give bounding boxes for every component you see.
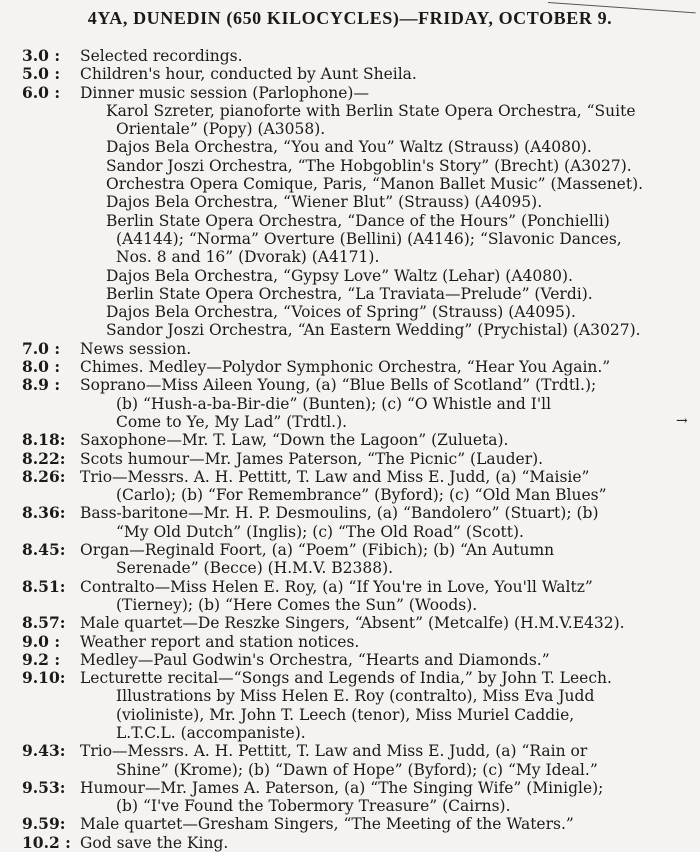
program-line: Bass-baritone—Mr. H. P. Desmoulins, (a) “Bandolero” (Stuart); (b) xyxy=(80,504,599,523)
program-schedule xyxy=(0,47,700,852)
program-time: 8.0 : xyxy=(22,357,61,377)
program-line: Berlin State Opera Orchestra, “Dance of the Hours” (Ponchielli) xyxy=(106,211,610,230)
program-line: Humour—Mr. James A. Paterson, (a) “The Singing Wife” (Minigle); xyxy=(80,778,604,797)
program-time: 8.26: xyxy=(22,466,66,486)
program-time: 9.59: xyxy=(22,814,66,834)
program-line: Dinner music session (Parlophone)— xyxy=(80,83,369,102)
program-entry xyxy=(0,815,700,833)
program-entry xyxy=(0,340,700,358)
program-time: 9.43: xyxy=(22,741,66,761)
program-line: Organ—Reginald Foort, (a) “Poem” (Fibich); (b) “An Autumn xyxy=(80,541,555,560)
program-time: 8.57: xyxy=(22,613,66,633)
program-line: (Carlo); (b) “For Remembrance” (Byford); (c) “Old Man Blues” xyxy=(116,486,607,505)
program-line: Selected recordings. xyxy=(80,47,243,65)
program-time: 8.9 : xyxy=(22,375,61,395)
program-line: Shine” (Krome); (b) “Dawn of Hope” (Byford); (c) “My Ideal.” xyxy=(116,760,598,779)
program-entry xyxy=(0,504,700,541)
program-time: 9.0 : xyxy=(22,631,61,651)
program-line: Lecturette recital—“Songs and Legends of India,” by John T. Leech. xyxy=(80,669,612,688)
program-line: Sandor Joszi Orchestra, “An Eastern Wedding” (Prychistal) (A3027). xyxy=(106,321,641,340)
program-line: Serenade” (Becce) (H.M.V. B2388). xyxy=(116,559,394,578)
program-line: Karol Szreter, pianoforte with Berlin State Opera Orchestra, “Suite xyxy=(106,101,636,120)
program-line: Dajos Bela Orchestra, “Wiener Blut” (Strauss) (A4095). xyxy=(106,193,543,212)
program-line: Dajos Bela Orchestra, “Gypsy Love” Waltz (Lehar) (A4080). xyxy=(106,266,573,285)
program-entry xyxy=(0,65,700,83)
program-time: 8.45: xyxy=(22,540,66,560)
program-line: Orchestra Opera Comique, Paris, “Manon Ballet Music” (Massenet). xyxy=(106,175,644,194)
program-line: (violiniste), Mr. John T. Leech (tenor), Miss Muriel Caddie, xyxy=(116,705,575,724)
program-time: 8.51: xyxy=(22,576,66,596)
program-line: Nos. 8 and 16” (Dvorak) (A4171). xyxy=(116,248,380,267)
program-entry xyxy=(0,358,700,376)
program-entry xyxy=(0,779,700,816)
program-line: Dajos Bela Orchestra, “You and You” Waltz (Strauss) (A4080). xyxy=(106,138,592,157)
program-line: Dajos Bela Orchestra, “Voices of Spring” (Strauss) (A4095). xyxy=(106,303,576,322)
program-line: (Tierney); (b) “Here Comes the Sun” (Woods). xyxy=(116,595,478,614)
program-line: Chimes. Medley—Polydor Symphonic Orchestra, “Hear You Again.” xyxy=(80,358,611,377)
program-entry xyxy=(0,47,700,65)
program-entry xyxy=(0,614,700,632)
program-line: Illustrations by Miss Helen E. Roy (contralto), Miss Eva Judd xyxy=(116,687,595,706)
program-line: Children's hour, conducted by Aunt Sheila. xyxy=(80,65,417,84)
program-time: 3.0 : xyxy=(22,46,61,65)
program-line: (b) “Hush-a-ba-Bir-die” (Bunten); (c) “O Whistle and I'll xyxy=(116,394,552,413)
program-time: 9.10: xyxy=(22,668,66,688)
program-time: 7.0 : xyxy=(22,338,61,358)
program-line: Berlin State Opera Orchestra, “La Traviata—Prelude” (Verdi). xyxy=(106,284,593,303)
program-entry xyxy=(0,541,700,578)
program-line: Saxophone—Mr. T. Law, “Down the Lagoon” (Zulueta). xyxy=(80,431,509,450)
program-line: (b) “I've Found the Tobermory Treasure” (Cairns). xyxy=(116,797,511,816)
program-entry xyxy=(0,431,700,449)
program-line: Contralto—Miss Helen E. Roy, (a) “If You're in Love, You'll Waltz” xyxy=(80,577,593,596)
program-time: 8.18: xyxy=(22,430,66,450)
program-time: 8.22: xyxy=(22,448,66,468)
program-line: Soprano—Miss Aileen Young, (a) “Blue Bells of Scotland” (Trdtl.); xyxy=(80,376,597,395)
program-entry xyxy=(0,742,700,779)
program-line: Weather report and station notices. xyxy=(80,632,360,651)
program-entry xyxy=(0,376,700,431)
program-entry xyxy=(0,651,700,669)
program-entry xyxy=(0,84,700,340)
program-time: 5.0 : xyxy=(22,64,61,84)
program-line: Male quartet—Gresham Singers, “The Meeting of the Waters.” xyxy=(80,815,574,834)
program-line: Medley—Paul Godwin's Orchestra, “Hearts and Diamonds.” xyxy=(80,650,550,669)
program-time: 9.53: xyxy=(22,777,66,797)
program-line: “My Old Dutch” (Inglis); (c) “The Old Road” (Scott). xyxy=(116,522,524,541)
program-time: 10.2 : xyxy=(22,832,71,852)
program-time: 9.2 : xyxy=(22,649,61,669)
program-line: Orientale” (Popy) (A3058). xyxy=(116,120,326,139)
program-entry xyxy=(0,834,700,852)
program-line: Male quartet—De Reszke Singers, “Absent” (Metcalfe) (H.M.V.E432). xyxy=(80,614,625,633)
program-line: L.T.C.L. (accompaniste). xyxy=(116,723,306,742)
program-line: Trio—Messrs. A. H. Pettitt, T. Law and Miss E. Judd, (a) “Maisie” xyxy=(80,467,590,486)
program-time: 8.36: xyxy=(22,503,66,523)
page-title: 4YA, DUNEDIN (650 KILOCYCLES)—FRIDAY, OCTOBER 9. xyxy=(87,8,613,28)
program-line: God save the King. xyxy=(80,833,229,852)
program-entry xyxy=(0,468,700,505)
program-line: News session. xyxy=(80,339,192,358)
program-entry xyxy=(0,633,700,651)
program-entry xyxy=(0,669,700,742)
program-line: (A4144); “Norma” Overture (Bellini) (A4146); “Slavonic Dances, xyxy=(116,229,622,248)
program-line: Sandor Joszi Orchestra, “The Hobgoblin's Story” (Brecht) (A3027). xyxy=(106,156,632,175)
program-time: 6.0 : xyxy=(22,82,61,102)
program-entry xyxy=(0,578,700,615)
program-line: Scots humour—Mr. James Paterson, “The Picnic” (Lauder). xyxy=(80,449,544,468)
program-entry xyxy=(0,450,700,468)
program-line: Come to Ye, My Lad” (Trdtl.). xyxy=(116,412,348,431)
program-line: Trio—Messrs. A. H. Pettitt, T. Law and Miss E. Judd, (a) “Rain or xyxy=(80,742,588,761)
ink-mark: → xyxy=(676,413,688,429)
